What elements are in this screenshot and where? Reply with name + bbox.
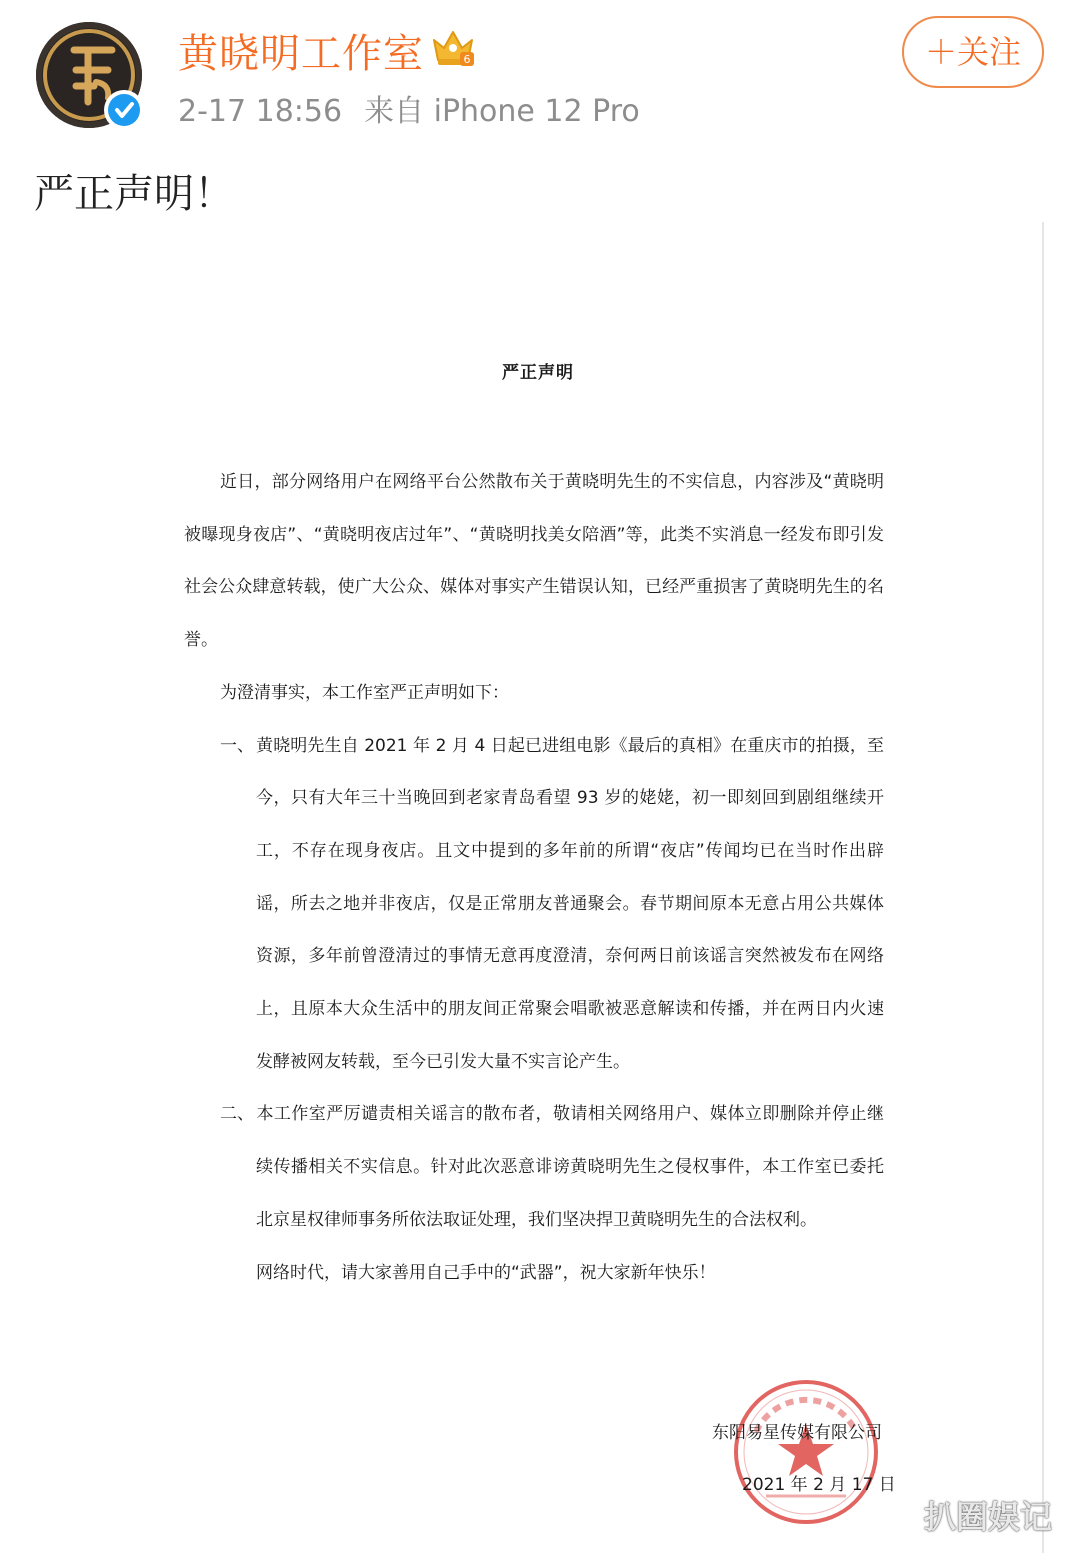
account-name[interactable]: 黄晓明工作室 (178, 31, 424, 77)
document-item (184, 720, 884, 1089)
crown-icon[interactable] (430, 26, 476, 68)
watermark: 扒圈娱记 (924, 1498, 1053, 1536)
post-header (0, 0, 1080, 150)
document-item (184, 1088, 884, 1246)
document-paragraph: 近日，部分网络用户在网络平台公然散布关于黄晓明先生的不实信息，内容涉及“黄晓明被曝现身夜店”、“黄晓明夜店过年”、“黄晓明找美女陪酒”等，此类不实消息一经发布即引发社会公众肆意转载，使广大公众、媒体对事实产生错误认知，已经严重损害了黄晓明先生的名誉。 (184, 472, 884, 651)
statement-image[interactable] (36, 222, 1044, 1553)
document-closing: 网络时代，请大家善用自己手中的“武器”，祝大家新年快乐！ (256, 1262, 716, 1283)
item-text: 本工作室严厉谴责相关谣言的散布者，敬请相关网络用户、媒体立即删除并停止继续传播相关不实信息。针对此次恶意诽谤黄晓明先生之侵权事件，本工作室已委托北京星权律师事务所依法取证处理，我们坚决捍卫黄晓明先生的合法权利。 (256, 1104, 884, 1230)
verified-check-icon (104, 90, 144, 130)
post-timestamp: 2-17 18:56 (178, 94, 343, 129)
document-paragraph: 为澄清事实，本工作室严正声明如下： (220, 682, 509, 703)
svg-text:6: 6 (463, 53, 471, 66)
document-date: 2021 年 2 月 17 日 (742, 1475, 896, 1495)
item-number: 一、 (220, 735, 254, 756)
image-border (1042, 222, 1044, 1553)
document-body (184, 456, 884, 1299)
company-name: 东阳易星传媒有限公司 (712, 1423, 882, 1443)
post-source: 来自 iPhone 12 Pro (364, 94, 640, 129)
follow-button[interactable]: ＋关注 (902, 16, 1044, 88)
document-title: 严正声明 (502, 363, 574, 383)
post-meta (178, 86, 662, 130)
item-text: 黄晓明先生自 2021 年 2 月 4 日起已进组电影《最后的真相》在重庆市的拍摄，至今，只有大年三十当晚回到老家青岛看望 93 岁的姥姥，初一即刻回到剧组继续开工，不存在现身夜店。且文中提到的多年前的所谓“夜店”传闻均已在当时作出辟谣，所去之地并非夜店，仅是正常朋友普通聚会。春节期间原本无意占用公共媒体资源，多年前曾澄清过的事情无意再度澄清，奈何两日前该谣言突然被发布在网络上，且原本大众生活中的朋友间正常聚会唱歌被恶意解读和传播，并在两日内火速发酵被网友转载，至今已引发大量不实言论产生。 (256, 735, 884, 1072)
company-seal-stamp (726, 1372, 886, 1532)
post-text: 严正声明！ (34, 171, 234, 217)
verified-badge (104, 90, 144, 130)
item-number: 二、 (220, 1104, 254, 1125)
